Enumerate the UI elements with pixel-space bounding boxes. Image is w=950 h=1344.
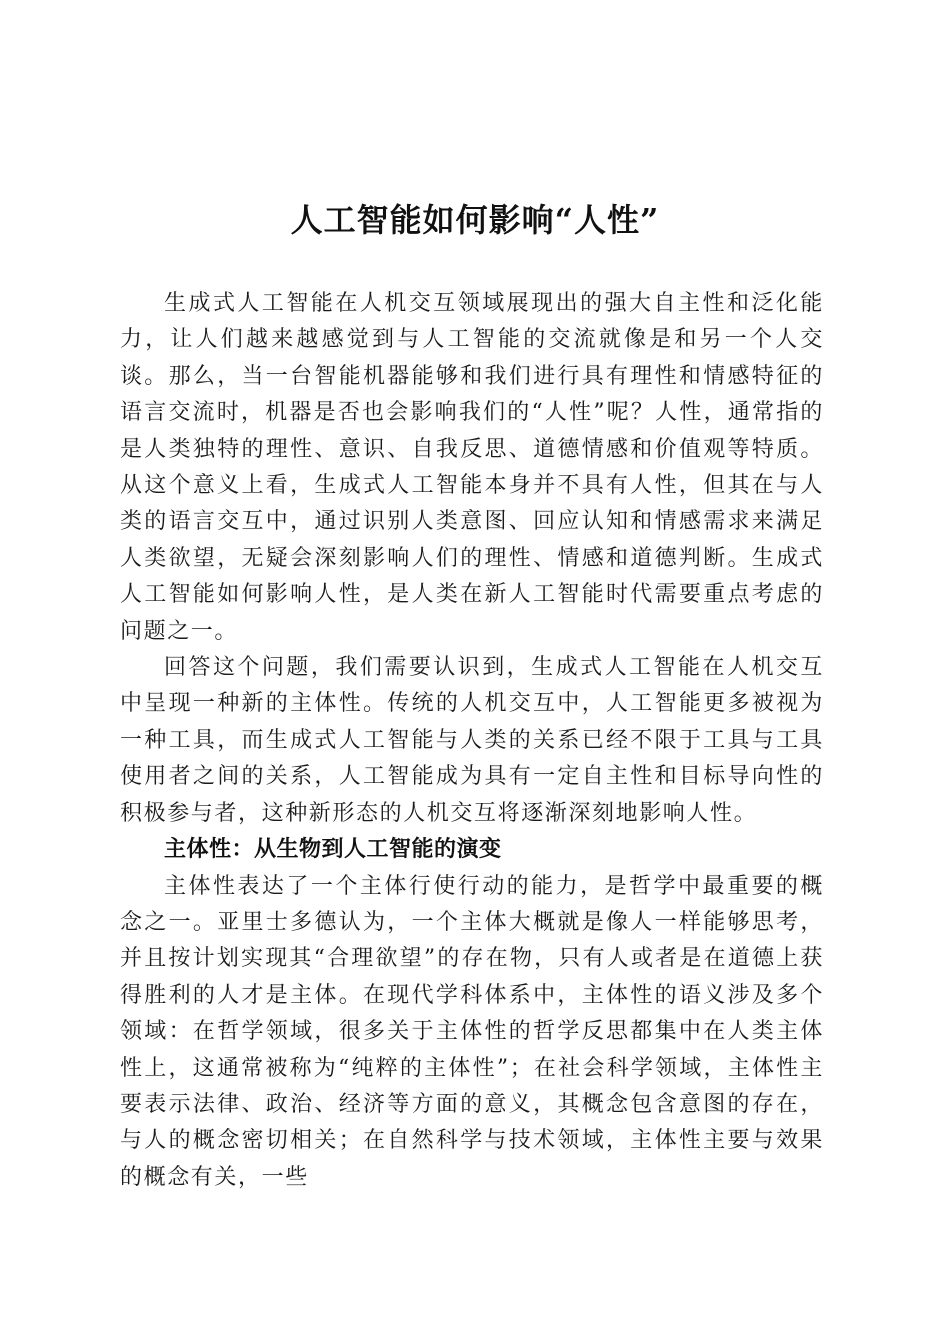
section-heading: 主体性：从生物到人工智能的演变 xyxy=(164,837,502,863)
paragraph-3: 主体性表达了一个主体行使行动的能力，是哲学中最重要的概念之一。亚里士多德认为，一个主体大概就是像人一样能够思考，并且按计划实现其“合理欲望”的存在物，只有人或者是在道德上获得胜利的人才是主体。在现代学科体系中，主体性的语义涉及多个领域：在哲学领域，很多关于主体性的哲学反思都集中在人类主体性上，这通常被称为“纯粹的主体性”；在社会科学领域，主体性主要表示法律、政治、经济等方面的意义，其概念包含意图的存在，与人的概念密切相关；在自然科学与技术领域，主体性主要与效果的概念有关，一些 xyxy=(120,873,824,1190)
paragraph-2: 回答这个问题，我们需要认识到，生成式人工智能在人机交互中呈现一种新的主体性。传统的人机交互中，人工智能更多被视为一种工具，而生成式人工智能与人类的关系已经不限于工具与工具使用者之间的关系，人工智能成为具有一定自主性和目标导向性的积极参与者，这种新形态的人机交互将逐渐深刻地影响人性。 xyxy=(120,655,824,826)
article-body xyxy=(120,286,824,1196)
article-title: 人工智能如何影响“人性” xyxy=(290,201,660,239)
paragraph-1: 生成式人工智能在人机交互领域展现出的强大自主性和泛化能力，让人们越来越感觉到与人工智能的交流就像是和另一个人交谈。那么，当一台智能机器能够和我们进行具有理性和情感特征的语言交流时，机器是否也会影响我们的“人性”呢？人性，通常指的是人类独特的理性、意识、自我反思、道德情感和价值观等特质。从这个意义上看，生成式人工智能本身并不具有人性，但其在与人类的语言交互中，通过识别人类意图、回应认知和情感需求来满足人类欲望，无疑会深刻影响人们的理性、情感和道德判断。生成式人工智能如何影响人性，是人类在新人工智能时代需要重点考虑的问题之一。 xyxy=(120,291,824,644)
